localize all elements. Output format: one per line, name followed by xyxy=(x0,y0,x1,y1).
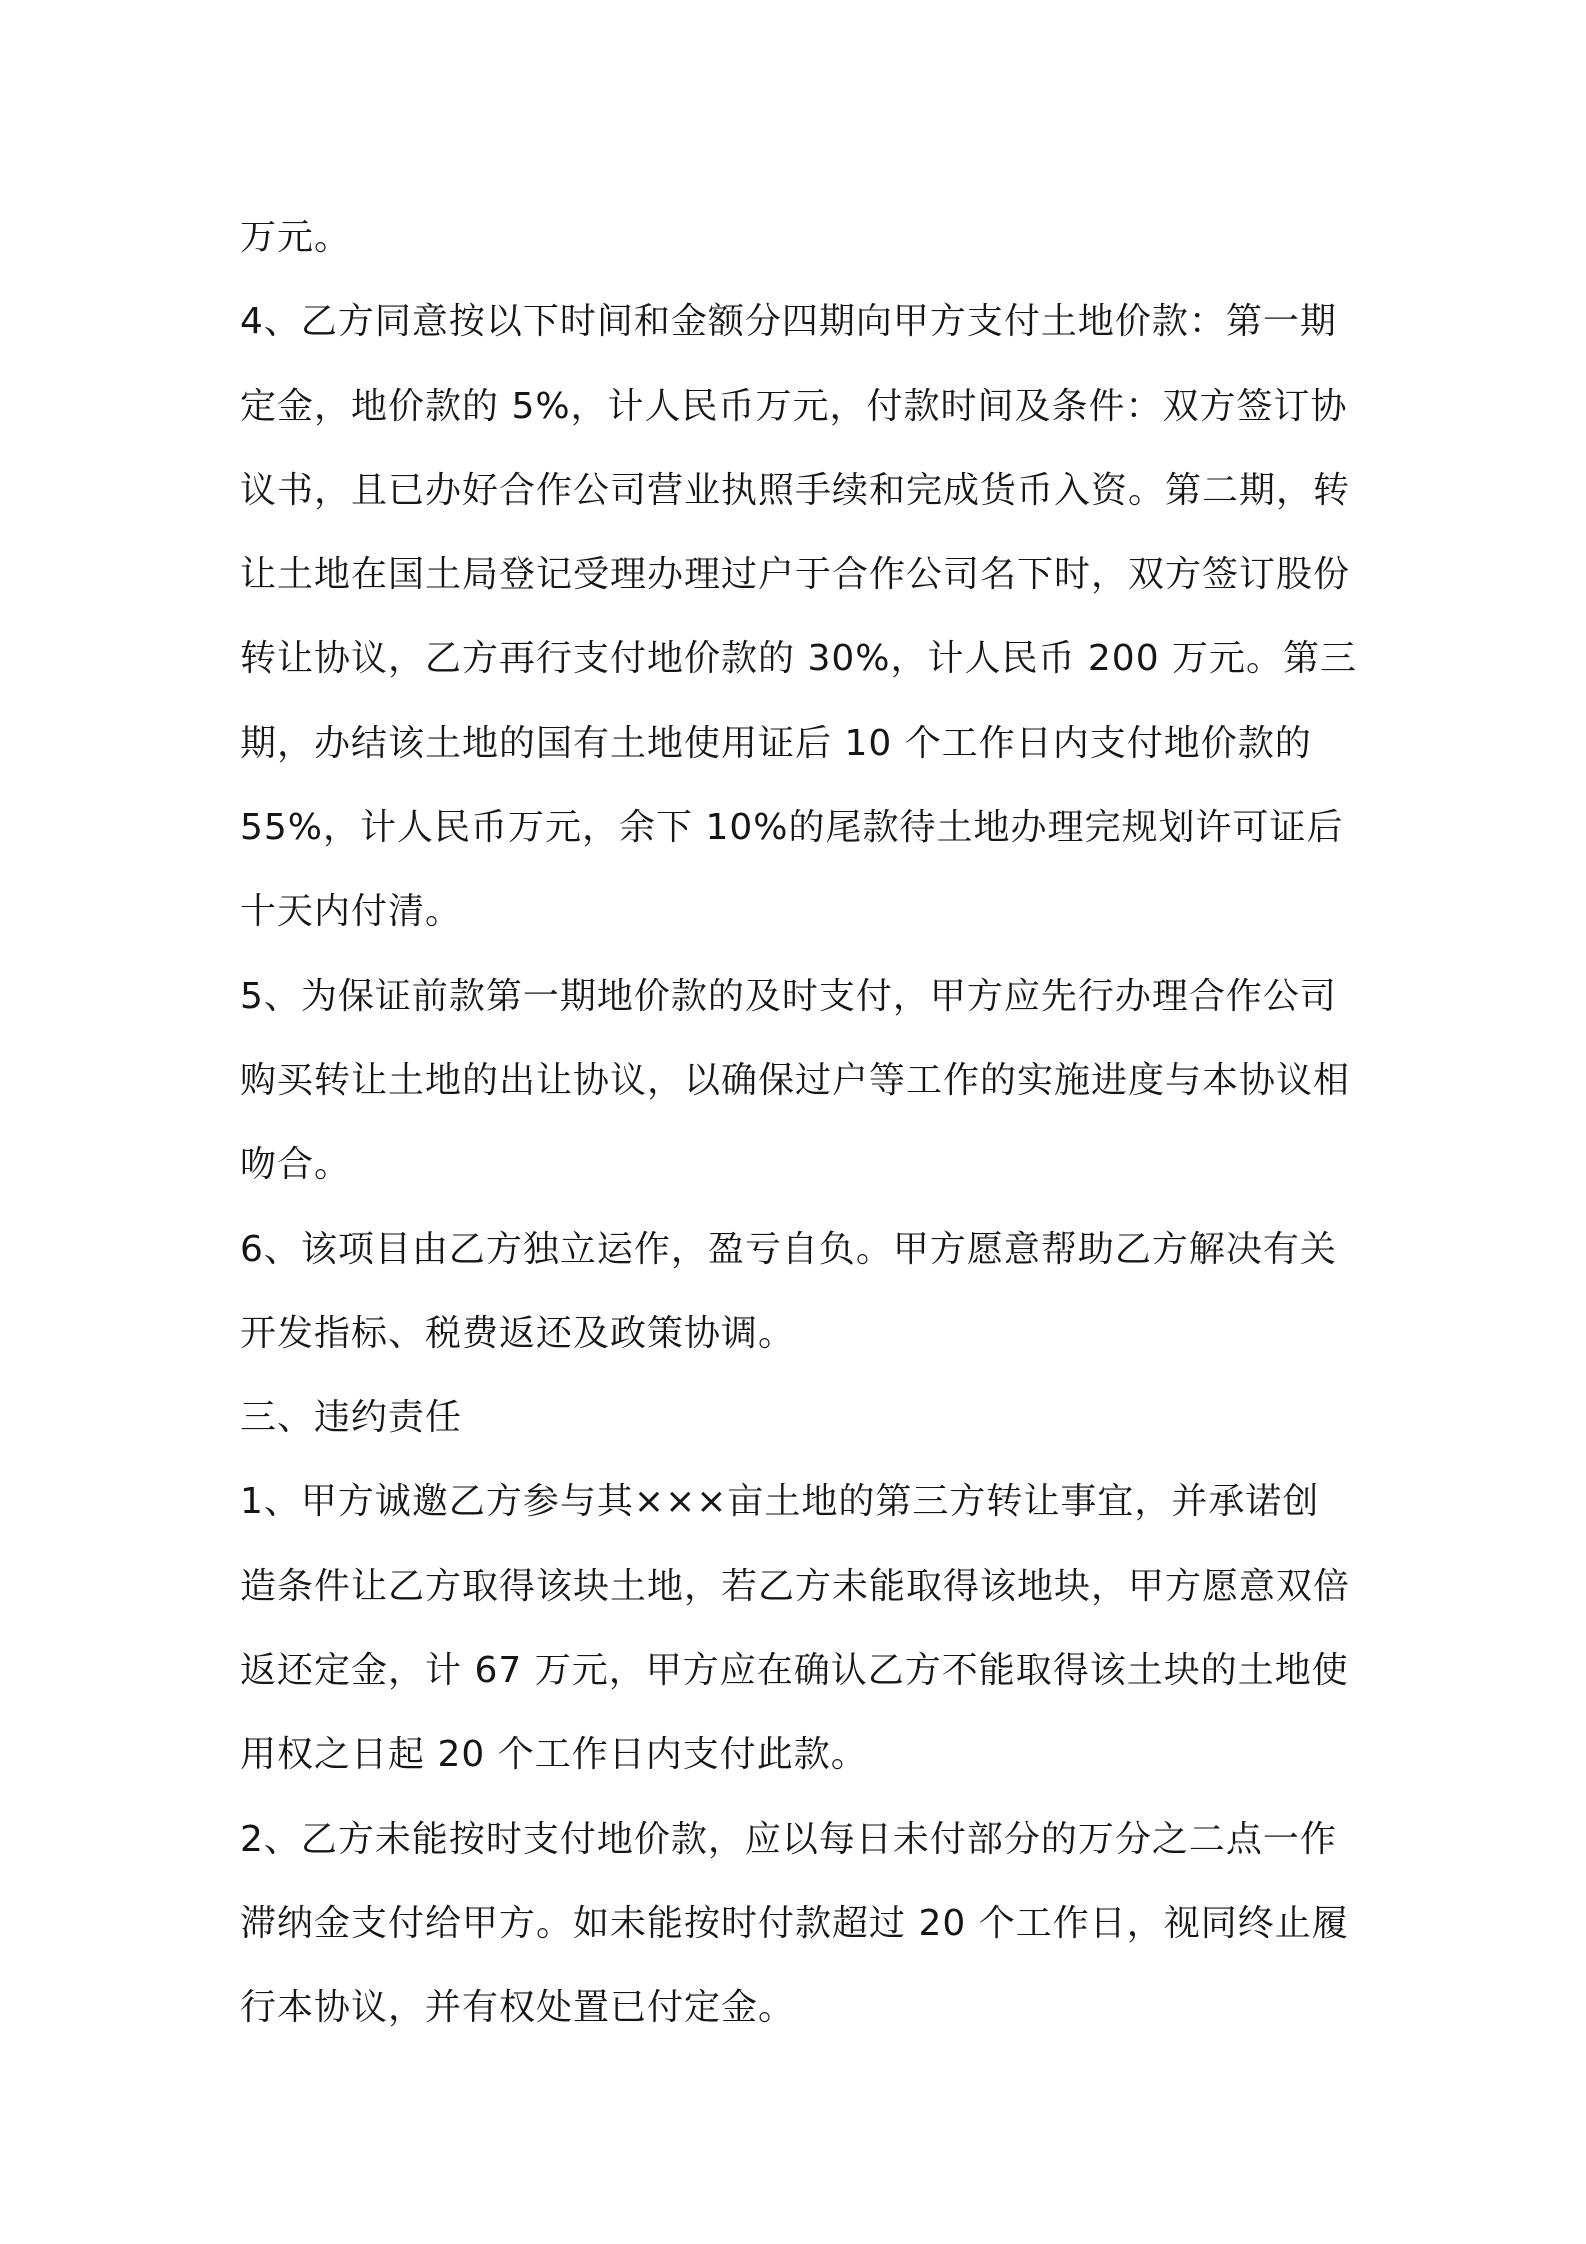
text-line: 让土地在国土局登记受理办理过户于合作公司名下时，双方签订股份 xyxy=(240,554,1351,596)
text-line: 滞纳金支付给甲方。如未能按时付款超过 20 个工作日，视同终止履 xyxy=(240,1902,1349,1944)
section-heading: 三、违约责任 xyxy=(240,1397,463,1439)
text-line: 购买转让土地的出让协议，以确保过户等工作的实施进度与本协议相 xyxy=(240,1059,1351,1101)
text-line: 吻合。 xyxy=(240,1144,352,1186)
text-line: 5、为保证前款第一期地价款的及时支付，甲方应先行办理合作公司 xyxy=(240,975,1337,1017)
text-line: 万元。 xyxy=(240,217,352,258)
text-line: 开发指标、税费返还及政策协调。 xyxy=(240,1312,796,1354)
text-line: 用权之日起 20 个工作日内支付此款。 xyxy=(240,1734,868,1776)
text-line: 议书，且已办好合作公司营业执照手续和完成货币入资。第二期，转 xyxy=(240,469,1351,511)
text-line: 1、甲方诚邀乙方参与其×××亩土地的第三方转让事宜，并承诺创 xyxy=(240,1481,1320,1523)
text-line: 行本协议，并有权处置已付定金。 xyxy=(240,1987,796,2029)
text-line: 期，办结该土地的国有土地使用证后 10 个工作日内支付地价款的 xyxy=(240,722,1312,764)
text-line: 转让协议，乙方再行支付地价款的 30%，计人民币 200 万元。第三 xyxy=(240,638,1358,680)
document-body xyxy=(240,196,1358,2051)
text-line: 造条件让乙方取得该块土地，若乙方未能取得该地块，甲方愿意双倍 xyxy=(240,1565,1351,1607)
text-line: 定金，地价款的 5%，计人民币万元，付款时间及条件：双方签订协 xyxy=(240,385,1348,427)
text-line: 返还定金，计 67 万元，甲方应在确认乙方不能取得该土块的土地使 xyxy=(240,1650,1349,1692)
text-line: 55%，计人民币万元，余下 10%的尾款待土地办理完规划许可证后 xyxy=(240,807,1344,849)
text-line: 4、乙方同意按以下时间和金额分四期向甲方支付土地价款：第一期 xyxy=(240,301,1337,343)
text-line: 6、该项目由乙方独立运作，盈亏自负。甲方愿意帮助乙方解决有关 xyxy=(240,1228,1337,1270)
text-line: 十天内付清。 xyxy=(240,891,463,933)
text-line: 2、乙方未能按时支付地价款，应以每日未付部分的万分之二点一作 xyxy=(240,1818,1337,1860)
